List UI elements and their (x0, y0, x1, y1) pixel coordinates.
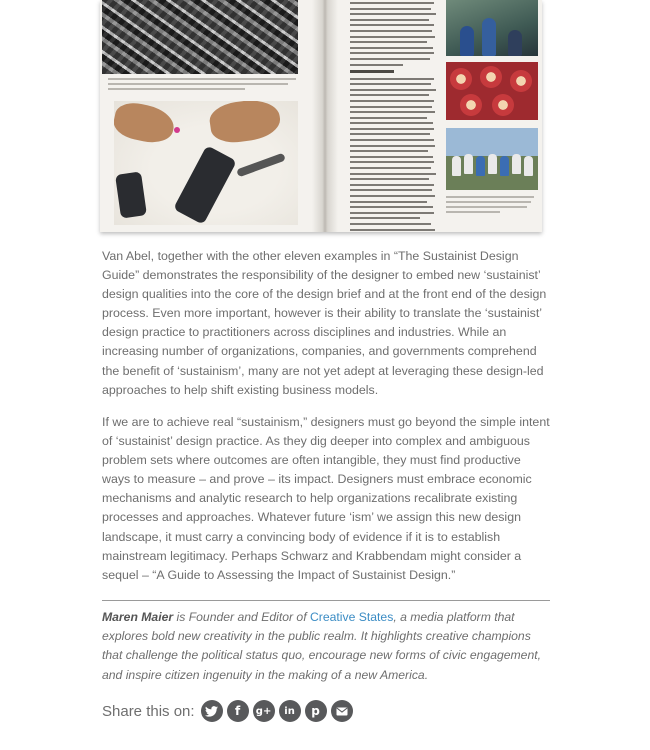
book-gutter (312, 0, 338, 232)
disassembled-phone-photo (114, 101, 298, 225)
share-label: Share this on: (102, 702, 195, 720)
share-bar (102, 698, 357, 724)
team-group-photo (446, 128, 538, 190)
book-spread-image (100, 0, 542, 232)
article-paragraph-1: Van Abel, together with the other eleven examples in “The Sustainist Design Guide” demonstrates the responsibility of the designer to embed new ‘sustainist’ design qualities into the core of the design brief and at the front end of the design process. Even more important, however is their ability to translate the ‘sustainist’ design practice to practitioners across disciplines and industries. While an increasing number of organizations, companies, and governments comprehend the benefit of ‘sustainism’, many are not yet adept at leveraging these design-led approaches to help shift existing business models. (102, 249, 547, 397)
divider (102, 600, 550, 601)
creative-states-link[interactable]: Creative States (309, 610, 394, 624)
bio-text-after-link: , a media platform that explores bold new creativity in the public realm. It highlights creative champions that challenge the political status quo, encourage new forms of civic engagement, and inspire citizen ingenuity in the making of a new America. (102, 610, 542, 682)
author-name: Maren Maier (102, 610, 174, 624)
twitter-icon[interactable] (201, 700, 223, 722)
google-plus-icon[interactable]: g+ (253, 700, 275, 722)
left-page-caption (108, 78, 304, 93)
author-bio (102, 608, 550, 685)
linkedin-icon[interactable]: in (279, 700, 301, 722)
email-icon[interactable] (331, 700, 353, 722)
bio-text-before-link: is Founder and Editor of (173, 610, 310, 624)
right-page-text-column (350, 2, 438, 232)
discarded-phones-photo (102, 0, 298, 74)
recycled-materials-photo (446, 62, 538, 120)
workers-photo (446, 0, 538, 56)
facebook-icon[interactable]: f (227, 700, 249, 722)
right-page-caption (446, 196, 536, 216)
pinterest-icon[interactable]: p (305, 700, 327, 722)
article-paragraph-2: If we are to achieve real “sustainism,” designers must go beyond the simple intent of ‘sustainist’ design practice. As they dig deeper into complex and ambiguous problem sets where outcomes are often intangible, they must find productive ways to measure – and prove – its impact. Designers must embrace economic mechanisms and analytic research to help organizations recalibrate existing processes and approaches. Whatever future ‘ism’ we assign this new design landscape, it must carry a convincing body of evidence if it is to establish mainstream legitimacy. Perhaps Schwarz and Krabbendam might consider a sequel – “A Guide to Assessing the Impact of Sustainist Design.” (102, 415, 550, 582)
